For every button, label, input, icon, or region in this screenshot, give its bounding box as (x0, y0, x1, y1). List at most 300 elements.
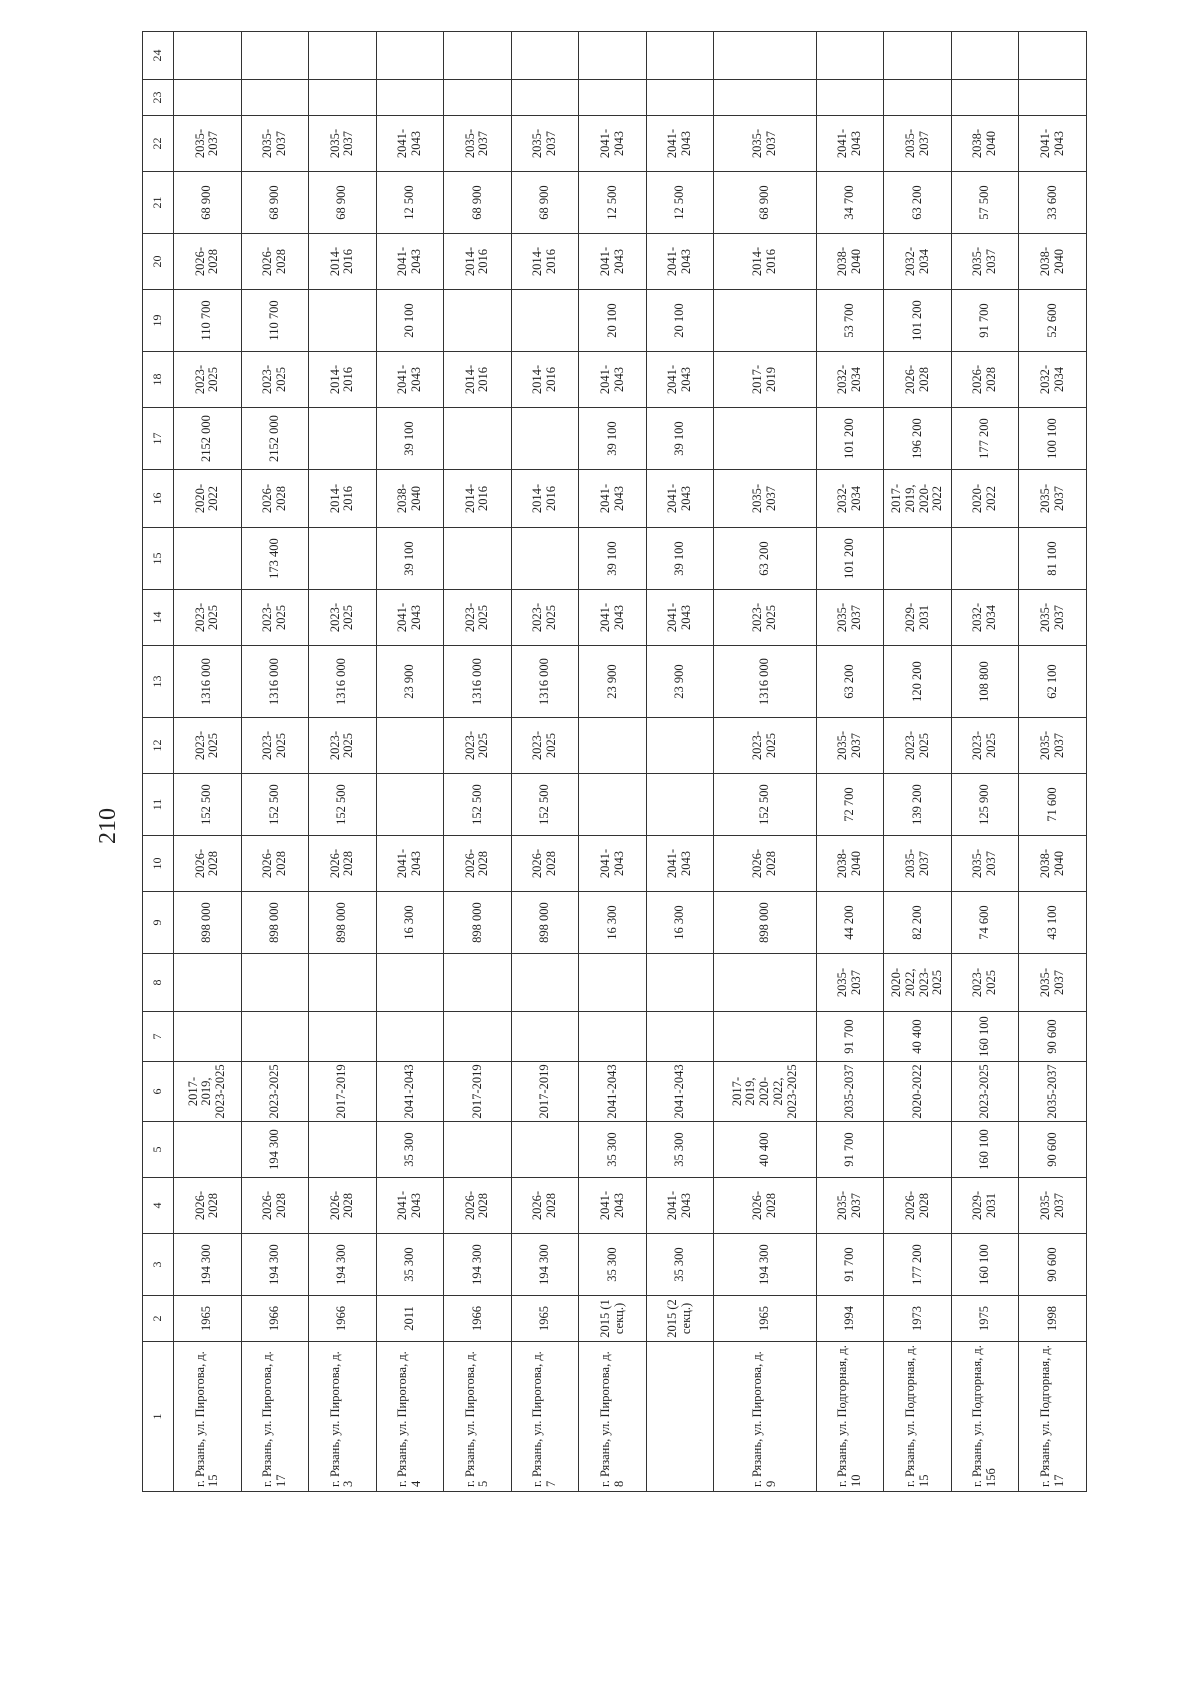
address-cell: г. Рязань, ул. Пирогова, д. 15 (174, 1342, 242, 1492)
table-cell: 44 200 (816, 892, 884, 954)
table-cell: 2041-2043 (646, 470, 714, 528)
table-cell: 2038-2040 (376, 470, 444, 528)
table-cell (376, 32, 444, 80)
table-cell: 2023-2025 (241, 1062, 309, 1122)
table-cell: 2020-2022 (884, 1062, 952, 1122)
table-cell (174, 954, 242, 1012)
table-cell: 2035-2037 (884, 836, 952, 892)
table-cell: 2035-2037 (951, 234, 1019, 290)
table-row (714, 32, 816, 1492)
table-cell: 2017-2019, 2023-2025 (174, 1062, 242, 1122)
table-cell: 68 900 (309, 172, 377, 234)
table-cell (951, 528, 1019, 590)
table-cell (444, 80, 512, 116)
table-cell: 2023-2025 (714, 590, 816, 646)
table-cell (579, 718, 647, 774)
table-row (1019, 32, 1087, 1492)
table-cell: 160 100 (951, 1012, 1019, 1062)
table-cell (714, 1012, 816, 1062)
table-cell: 173 400 (241, 528, 309, 590)
table-cell: 2014-2016 (511, 234, 579, 290)
table-cell: 16 300 (579, 892, 647, 954)
table-cell: 2014-2016 (309, 470, 377, 528)
table-row (579, 32, 647, 1492)
table-cell (1019, 80, 1087, 116)
table-cell: 101 200 (816, 528, 884, 590)
table-cell: 120 200 (884, 646, 952, 718)
table-cell: 194 300 (241, 1234, 309, 1296)
table-cell: 2026-2028 (309, 836, 377, 892)
table-cell (376, 954, 444, 1012)
address-cell (646, 1342, 714, 1492)
table-row (816, 32, 884, 1492)
table-cell: 33 600 (1019, 172, 1087, 234)
table-cell (309, 1012, 377, 1062)
table-cell: 2015 (1 секц.) (579, 1296, 647, 1342)
table-cell: 35 300 (376, 1122, 444, 1178)
table-cell: 110 700 (174, 290, 242, 352)
table-cell: 52 600 (1019, 290, 1087, 352)
table-cell: 2026-2028 (951, 352, 1019, 408)
address-cell: г. Рязань, ул. Пирогова, д. 3 (309, 1342, 377, 1492)
table-cell: 2041-2043 (646, 116, 714, 172)
table-cell: 72 700 (816, 774, 884, 836)
table-cell: 125 900 (951, 774, 1019, 836)
table-cell: 2014-2016 (309, 352, 377, 408)
table-cell: 90 600 (1019, 1234, 1087, 1296)
table-cell: 2026-2028 (884, 352, 952, 408)
table-cell: 101 200 (816, 408, 884, 470)
table-cell: 2026-2028 (174, 836, 242, 892)
table-cell (579, 80, 647, 116)
column-header-24: 24 (143, 32, 174, 80)
table-cell (174, 528, 242, 590)
table-cell: 2026-2028 (444, 836, 512, 892)
table-cell: 2026-2028 (511, 836, 579, 892)
table-cell: 2041-2043 (1019, 116, 1087, 172)
table-cell (714, 290, 816, 352)
table-cell (646, 774, 714, 836)
table-cell: 2035-2037 (1019, 470, 1087, 528)
table-cell: 139 200 (884, 774, 952, 836)
table-cell: 23 900 (376, 646, 444, 718)
table-cell: 2017-2019 (714, 352, 816, 408)
table-cell: 1965 (511, 1296, 579, 1342)
table-cell (646, 954, 714, 1012)
table-cell (444, 408, 512, 470)
table-cell: 2017-2019 (444, 1062, 512, 1122)
column-header-6: 6 (143, 1062, 174, 1122)
table-cell: 2038-2040 (951, 116, 1019, 172)
table-cell (511, 528, 579, 590)
table-cell: 2014-2016 (511, 470, 579, 528)
table-cell (511, 408, 579, 470)
table-cell (511, 32, 579, 80)
column-header-15: 15 (143, 528, 174, 590)
table-cell: 2014-2016 (444, 352, 512, 408)
table-cell: 62 100 (1019, 646, 1087, 718)
table-cell: 57 500 (951, 172, 1019, 234)
table-cell: 63 200 (884, 172, 952, 234)
table-cell: 1965 (174, 1296, 242, 1342)
table-cell: 2035-2037 (444, 116, 512, 172)
table-cell: 160 100 (951, 1234, 1019, 1296)
table-cell: 68 900 (444, 172, 512, 234)
table-cell: 194 300 (511, 1234, 579, 1296)
table-cell: 63 200 (816, 646, 884, 718)
table-cell: 91 700 (816, 1012, 884, 1062)
table-cell (174, 1122, 242, 1178)
table-cell: 1965 (714, 1296, 816, 1342)
table-row (511, 32, 579, 1492)
table-cell: 898 000 (174, 892, 242, 954)
table-cell: 2017-2019 (511, 1062, 579, 1122)
table-cell: 2041-2043 (646, 1062, 714, 1122)
table-cell: 2035-2037 (951, 836, 1019, 892)
address-cell: г. Рязань, ул. Пирогова, д. 9 (714, 1342, 816, 1492)
table-cell: 160 100 (951, 1122, 1019, 1178)
column-header-11: 11 (143, 774, 174, 836)
table-cell (1019, 32, 1087, 80)
table-cell (646, 1012, 714, 1062)
column-header-23: 23 (143, 80, 174, 116)
table-cell: 1316 000 (714, 646, 816, 718)
table-cell: 35 300 (579, 1234, 647, 1296)
table-cell: 2032-2034 (816, 470, 884, 528)
table-cell: 2035-2037 (714, 116, 816, 172)
table-cell (816, 32, 884, 80)
table-cell: 2023-2025 (241, 718, 309, 774)
column-header-17: 17 (143, 408, 174, 470)
table-cell: 152 500 (174, 774, 242, 836)
table-cell: 16 300 (646, 892, 714, 954)
table-cell: 177 200 (884, 1234, 952, 1296)
table-cell (444, 954, 512, 1012)
table-cell: 39 100 (376, 528, 444, 590)
table-cell (309, 954, 377, 1012)
table-cell (241, 954, 309, 1012)
table-cell (376, 774, 444, 836)
table-row (309, 32, 377, 1492)
table-cell: 63 200 (714, 528, 816, 590)
table-cell: 2041-2043 (646, 234, 714, 290)
table-cell: 39 100 (579, 528, 647, 590)
table-cell (241, 80, 309, 116)
table-cell: 152 500 (444, 774, 512, 836)
table-row (376, 32, 444, 1492)
table-cell: 2026-2028 (884, 1178, 952, 1234)
table-cell: 1316 000 (444, 646, 512, 718)
table-cell: 2014-2016 (309, 234, 377, 290)
column-header-18: 18 (143, 352, 174, 408)
table-cell: 2038-2040 (1019, 234, 1087, 290)
table-cell (444, 528, 512, 590)
table-cell (579, 954, 647, 1012)
table-cell: 898 000 (444, 892, 512, 954)
table-cell (714, 408, 816, 470)
table-cell: 39 100 (646, 408, 714, 470)
table-cell: 2035-2037 (1019, 954, 1087, 1012)
table-cell: 898 000 (241, 892, 309, 954)
table-cell: 196 200 (884, 408, 952, 470)
column-header-7: 7 (143, 1012, 174, 1062)
column-header-14: 14 (143, 590, 174, 646)
table-cell: 2041-2043 (579, 116, 647, 172)
rotated-table-container (142, 49, 1087, 1492)
table-cell (309, 290, 377, 352)
column-header-4: 4 (143, 1178, 174, 1234)
table-cell (511, 1012, 579, 1062)
table-cell: 2035-2037 (816, 718, 884, 774)
table-cell: 2020-2022, 2023-2025 (884, 954, 952, 1012)
table-cell (241, 1012, 309, 1062)
column-header-19: 19 (143, 290, 174, 352)
table-cell: 2017-2019, 2020-2022 (884, 470, 952, 528)
table-cell: 1998 (1019, 1296, 1087, 1342)
table-cell: 2023-2025 (884, 718, 952, 774)
table-cell: 68 900 (714, 172, 816, 234)
table-cell: 2023-2025 (174, 352, 242, 408)
table-cell: 2035-2037 (1019, 590, 1087, 646)
table-cell: 40 400 (884, 1012, 952, 1062)
table-cell (714, 954, 816, 1012)
table-cell: 2041-2043 (646, 1178, 714, 1234)
table-cell: 91 700 (816, 1234, 884, 1296)
table-cell: 2020-2022 (951, 470, 1019, 528)
table-cell: 2026-2028 (241, 836, 309, 892)
table-cell: 2020-2022 (174, 470, 242, 528)
table-cell: 2032-2034 (884, 234, 952, 290)
table-cell: 194 300 (714, 1234, 816, 1296)
table-cell: 2041-2043 (579, 1178, 647, 1234)
table-cell: 2041-2043 (376, 234, 444, 290)
table-cell: 90 600 (1019, 1012, 1087, 1062)
table-cell: 2041-2043 (579, 470, 647, 528)
column-header-2: 2 (143, 1296, 174, 1342)
table-cell: 39 100 (579, 408, 647, 470)
table-cell (241, 32, 309, 80)
table-cell: 12 500 (646, 172, 714, 234)
table-cell: 2023-2025 (309, 590, 377, 646)
table-cell: 2041-2043 (646, 590, 714, 646)
table-cell: 2035-2037 (816, 590, 884, 646)
table-cell (511, 954, 579, 1012)
table-cell: 2035-2037 (1019, 1062, 1087, 1122)
table-cell: 2014-2016 (444, 470, 512, 528)
table-cell (444, 1012, 512, 1062)
table-cell (579, 32, 647, 80)
table-cell: 2026-2028 (309, 1178, 377, 1234)
table-cell: 110 700 (241, 290, 309, 352)
table-row (174, 32, 242, 1492)
table-body (174, 32, 1087, 1492)
table-cell: 1316 000 (174, 646, 242, 718)
table-cell (309, 408, 377, 470)
address-cell: г. Рязань, ул. Подгорная, д. 15 (884, 1342, 952, 1492)
table-cell (884, 80, 952, 116)
table-row (951, 32, 1019, 1492)
table-cell: 1316 000 (241, 646, 309, 718)
table-row (241, 32, 309, 1492)
table-cell: 2035-2037 (816, 1178, 884, 1234)
table-cell: 2029-2031 (884, 590, 952, 646)
table-cell (309, 80, 377, 116)
table-cell: 152 500 (241, 774, 309, 836)
table-cell: 2026-2028 (241, 1178, 309, 1234)
table-cell: 2035-2037 (816, 954, 884, 1012)
table-cell: 2026-2028 (444, 1178, 512, 1234)
table-cell: 20 100 (376, 290, 444, 352)
table-cell: 194 300 (241, 1122, 309, 1178)
table-cell: 2014-2016 (714, 234, 816, 290)
table-cell (174, 1012, 242, 1062)
table-cell (884, 32, 952, 80)
table-cell: 2035-2037 (174, 116, 242, 172)
column-header-3: 3 (143, 1234, 174, 1296)
address-cell: г. Рязань, ул. Пирогова, д. 4 (376, 1342, 444, 1492)
table-cell: 2041-2043 (376, 352, 444, 408)
table-cell: 1966 (309, 1296, 377, 1342)
table-cell: 12 500 (376, 172, 444, 234)
table-cell: 2041-2043 (579, 1062, 647, 1122)
table-cell: 43 100 (1019, 892, 1087, 954)
table-cell: 108 800 (951, 646, 1019, 718)
table-cell: 68 900 (174, 172, 242, 234)
table-cell: 2026-2028 (174, 1178, 242, 1234)
table-cell: 1975 (951, 1296, 1019, 1342)
table-cell: 2026-2028 (174, 234, 242, 290)
column-header-20: 20 (143, 234, 174, 290)
table-cell: 2029-2031 (951, 1178, 1019, 1234)
table-cell (951, 32, 1019, 80)
column-header-8: 8 (143, 954, 174, 1012)
table-cell (444, 1122, 512, 1178)
address-cell: г. Рязань, ул. Подгорная, д. 10 (816, 1342, 884, 1492)
table-cell: 2026-2028 (511, 1178, 579, 1234)
table-cell: 2041-2043 (376, 590, 444, 646)
table-cell (579, 774, 647, 836)
table-cell: 2041-2043 (579, 590, 647, 646)
column-header-5: 5 (143, 1122, 174, 1178)
table-cell: 898 000 (309, 892, 377, 954)
table-cell: 34 700 (816, 172, 884, 234)
table-cell: 2026-2028 (241, 234, 309, 290)
table-cell: 1994 (816, 1296, 884, 1342)
table-cell: 2023-2025 (951, 1062, 1019, 1122)
table-cell: 2041-2043 (376, 116, 444, 172)
table-cell: 35 300 (376, 1234, 444, 1296)
table-cell: 898 000 (511, 892, 579, 954)
table-cell (444, 290, 512, 352)
table-cell: 2011 (376, 1296, 444, 1342)
table-cell: 20 100 (646, 290, 714, 352)
table-cell (309, 528, 377, 590)
table-cell: 23 900 (646, 646, 714, 718)
table-cell: 2023-2025 (511, 718, 579, 774)
table-cell: 2023-2025 (444, 718, 512, 774)
table-cell: 2023-2025 (241, 352, 309, 408)
table-cell: 2023-2025 (174, 590, 242, 646)
table-cell: 2032-2034 (951, 590, 1019, 646)
table-cell: 74 600 (951, 892, 1019, 954)
address-cell: г. Рязань, ул. Подгорная, д. 17 (1019, 1342, 1087, 1492)
table-cell (646, 718, 714, 774)
table-cell: 177 200 (951, 408, 1019, 470)
table-cell: 1973 (884, 1296, 952, 1342)
table-cell (174, 80, 242, 116)
table-cell: 152 500 (511, 774, 579, 836)
table-cell: 12 500 (579, 172, 647, 234)
table-cell: 2026-2028 (241, 470, 309, 528)
table-cell: 39 100 (376, 408, 444, 470)
table-cell (646, 32, 714, 80)
address-cell: г. Рязань, ул. Пирогова, д. 8 (579, 1342, 647, 1492)
table-cell (376, 718, 444, 774)
table-cell: 2035-2037 (241, 116, 309, 172)
table-cell: 898 000 (714, 892, 816, 954)
table-cell: 2026-2028 (714, 836, 816, 892)
table-cell: 2023-2025 (444, 590, 512, 646)
table-cell: 2035-2037 (309, 116, 377, 172)
table-cell (816, 80, 884, 116)
table-cell: 68 900 (241, 172, 309, 234)
table-cell: 53 700 (816, 290, 884, 352)
column-header-16: 16 (143, 470, 174, 528)
table-cell: 2023-2025 (951, 954, 1019, 1012)
table-cell: 2035-2037 (511, 116, 579, 172)
table-row (646, 32, 714, 1492)
address-cell: г. Рязань, ул. Пирогова, д. 17 (241, 1342, 309, 1492)
table-cell: 101 200 (884, 290, 952, 352)
table-cell: 2023-2025 (714, 718, 816, 774)
column-header-1: 1 (143, 1342, 174, 1492)
table-cell (309, 32, 377, 80)
table-cell: 2023-2025 (174, 718, 242, 774)
table-cell: 2035-2037 (1019, 718, 1087, 774)
table-cell: 2017-2019, 2020-2022, 2023-2025 (714, 1062, 816, 1122)
table-row (444, 32, 512, 1492)
table-cell: 2035-2037 (714, 470, 816, 528)
table-cell (309, 1122, 377, 1178)
table-cell: 2041-2043 (376, 1062, 444, 1122)
table-cell: 2023-2025 (309, 718, 377, 774)
address-cell: г. Рязань, ул. Пирогова, д. 7 (511, 1342, 579, 1492)
capital-repair-schedule-table (142, 31, 1087, 1492)
table-cell: 2023-2025 (951, 718, 1019, 774)
table-cell (174, 32, 242, 80)
table-cell: 35 300 (646, 1122, 714, 1178)
table-cell: 1966 (444, 1296, 512, 1342)
address-cell: г. Рязань, ул. Подгорная, д. 15б (951, 1342, 1019, 1492)
table-cell: 68 900 (511, 172, 579, 234)
table-cell (511, 1122, 579, 1178)
table-cell (714, 80, 816, 116)
table-cell (884, 528, 952, 590)
table-cell: 90 600 (1019, 1122, 1087, 1178)
column-header-10: 10 (143, 836, 174, 892)
table-cell: 2026-2028 (714, 1178, 816, 1234)
table-cell: 2014-2016 (444, 234, 512, 290)
table-cell: 35 300 (579, 1122, 647, 1178)
table-cell: 2041-2043 (579, 234, 647, 290)
table-cell (376, 80, 444, 116)
table-cell: 2032-2034 (816, 352, 884, 408)
table-cell (579, 1012, 647, 1062)
table-cell: 2038-2040 (816, 836, 884, 892)
table-cell: 2035-2037 (816, 1062, 884, 1122)
table-cell (951, 80, 1019, 116)
page-number: 210 (94, 808, 121, 844)
